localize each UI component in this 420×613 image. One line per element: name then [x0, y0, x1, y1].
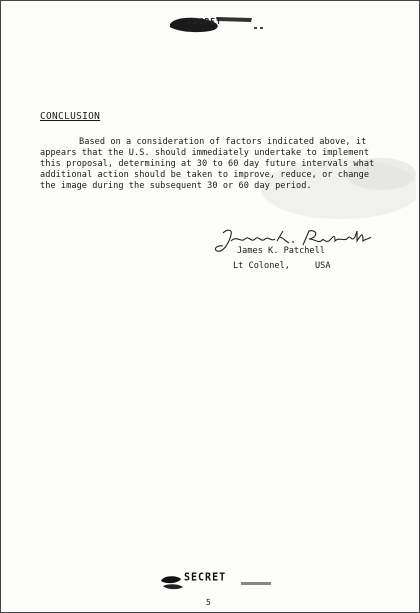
footer-classification: SECRET	[184, 571, 227, 584]
conclusion-line-2: appears that the U.S. should immediately undertake to implement	[40, 148, 370, 158]
conclusion-line-4: additional action should be taken to improve, reduce, or change	[40, 170, 370, 180]
signer-name: James K. Patchell	[237, 246, 325, 256]
header-classification: SECRET	[187, 17, 222, 26]
signer-branch: USA	[315, 261, 331, 271]
conclusion-line-5: the image during the subsequent 30 or 60 day period.	[40, 181, 312, 191]
conclusion-line-3: this proposal, determining at 30 to 60 day future intervals what	[40, 159, 375, 169]
conclusion-heading: CONCLUSION	[40, 111, 101, 122]
signer-rank: Lt Colonel,	[233, 261, 290, 271]
conclusion-line-1: Based on a consideration of factors indicated above, it	[79, 137, 367, 147]
page-number: 5	[206, 598, 211, 607]
